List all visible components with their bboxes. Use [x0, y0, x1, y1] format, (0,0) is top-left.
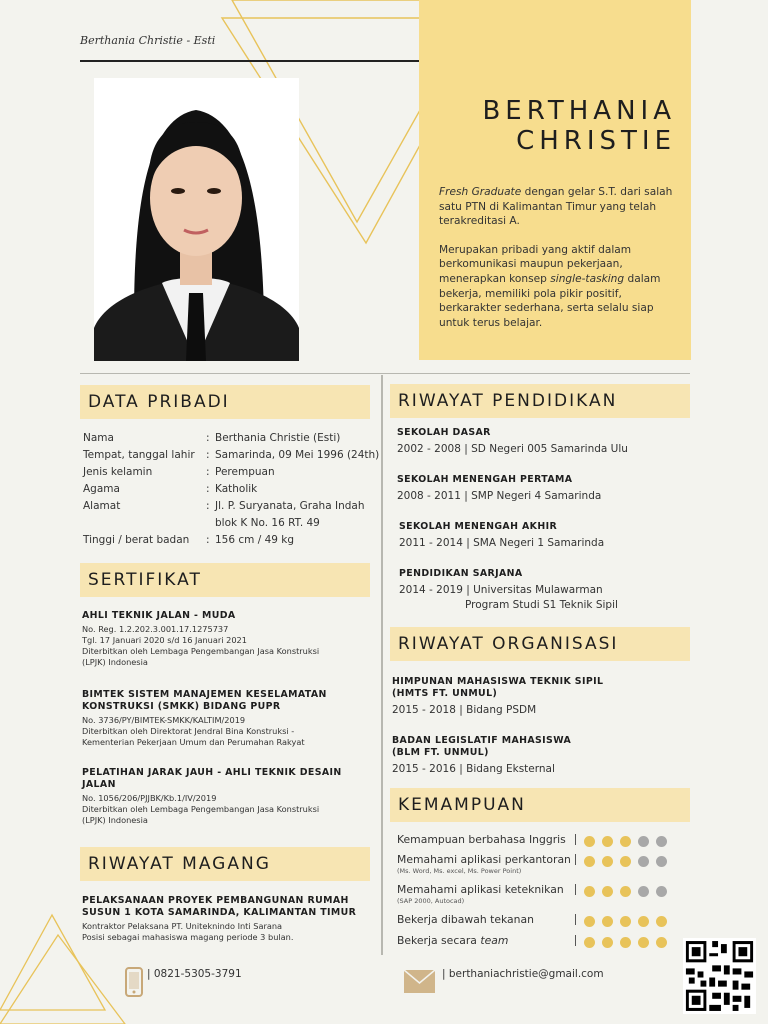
full-name: [420, 96, 676, 156]
email-address[interactable]: | berthaniachristie@gmail.com: [442, 968, 604, 980]
name-line-2: CHRISTIE: [516, 126, 676, 156]
certificate-details: No. Reg. 1.2.202.3.001.17.1275737 Tgl. 17 Januari 2020 s/d 16 Januari 2021 Diterbitkan oleh Lembaga Pengembangan Jasa Konstruksi (LPJK) Indonesia: [82, 624, 320, 667]
skill-rating-dot: [620, 916, 631, 927]
skill-item: [397, 934, 677, 947]
skill-item: [397, 853, 677, 875]
summary-text-2b: dalam bekerja, memiliki pola pikir positif, berkarakter sederhana, serta selalu siap untuk terus belajar.: [439, 272, 661, 329]
phone-number[interactable]: | 0821-5305-3791: [147, 968, 242, 980]
section-divider: [80, 373, 690, 374]
skill-rating-dot: [638, 916, 649, 927]
skill-rating: [584, 937, 667, 948]
envelope-icon: [404, 970, 435, 993]
skill-rating-dot: [638, 886, 649, 897]
skill-item: [397, 913, 677, 926]
qr-code[interactable]: [683, 938, 756, 1014]
personal-key: Agama: [83, 483, 120, 495]
skill-name: Memahami aplikasi perkantoran: [397, 853, 571, 866]
education-item: [399, 568, 689, 613]
skill-rating-dot: [638, 937, 649, 948]
header-short-name: Berthania Christie - Esti: [80, 34, 216, 47]
personal-key: Jenis kelamin: [83, 466, 153, 478]
section-title-data-pribadi: DATA PRIBADI: [80, 385, 370, 419]
personal-value-line2: blok K No. 16 RT. 49: [215, 517, 320, 529]
skill-rating-dot: [620, 856, 631, 867]
column-divider: [381, 375, 383, 955]
certificate-title: AHLI TEKNIK JALAN - MUDA: [82, 610, 236, 621]
certificate-item: [82, 767, 372, 826]
skill-rating: [584, 856, 667, 867]
skill-rating-dot: [602, 886, 613, 897]
organization-item: [392, 735, 682, 777]
education-level: PENDIDIKAN SARJANA: [399, 568, 523, 579]
personal-value: Samarinda, 09 Mei 1996 (24th): [215, 449, 380, 461]
skill-rating: [584, 836, 667, 847]
skill-rating-dot: [584, 886, 595, 897]
skill-rating-dot: [602, 856, 613, 867]
organization-detail: 2015 - 2016 | Bidang Eksternal: [392, 763, 555, 775]
personal-value: Perempuan: [215, 466, 275, 478]
skill-item: [397, 833, 677, 846]
personal-value: 156 cm / 49 kg: [215, 534, 295, 546]
organization-name: BADAN LEGISLATIF MAHASISWA (BLM FT. UNMUL): [392, 735, 572, 758]
skill-rating-dot: [656, 916, 667, 927]
section-title-magang: RIWAYAT MAGANG: [80, 847, 370, 881]
personal-value: Jl. P. Suryanata, Graha Indah: [215, 500, 365, 512]
certificate-item: [82, 610, 372, 668]
personal-key: Nama: [83, 432, 114, 444]
skill-subtitle: (SAP 2000, Autocad): [397, 897, 465, 905]
profile-photo: [94, 78, 299, 361]
personal-key: Alamat: [83, 500, 121, 512]
skill-rating-dot: [656, 886, 667, 897]
organization-item: [392, 676, 682, 718]
phone-icon: [125, 967, 143, 997]
internship-details: Kontraktor Pelaksana PT. Uniteknindo Inti Sarana Posisi sebagai mahasiswa magang periode 3 bulan.: [82, 921, 294, 942]
skill-rating-dot: [620, 886, 631, 897]
skill-rating: [584, 916, 667, 927]
personal-key: Tempat, tanggal lahir: [83, 449, 195, 461]
skill-name: Kemampuan berbahasa Inggris: [397, 833, 566, 846]
skill-rating-dot: [656, 836, 667, 847]
skill-rating-dot: [638, 836, 649, 847]
certificate-details: No. 1056/206/PJJBK/Kb.1/IV/2019 Diterbitkan oleh Lembaga Pengembangan Jasa Konstruksi (LPJK) Indonesia: [82, 793, 320, 825]
certificate-details: No. 3736/PY/BIMTEK-SMKK/KALTIM/2019 Diterbitkan oleh Direktorat Jendral Bina Konstruksi - Kementerian Pekerjaan Umum dan Perumahan Rakyat: [82, 715, 305, 747]
skill-rating-dot: [584, 856, 595, 867]
skill-item: [397, 883, 677, 905]
internship-item: [82, 895, 372, 943]
section-title-sertifikat: SERTIFIKAT: [80, 563, 370, 597]
education-item: [397, 427, 687, 457]
summary-paragraph-2: [439, 243, 677, 331]
education-detail-line2: Program Studi S1 Teknik Sipil: [465, 599, 618, 611]
organization-name: HIMPUNAN MAHASISWA TEKNIK SIPIL (HMTS FT. UNMUL): [392, 676, 604, 699]
skill-rating-dot: [638, 856, 649, 867]
skill-name: Bekerja secara team: [397, 934, 509, 947]
skill-rating: [584, 886, 667, 897]
skill-rating-dot: [602, 937, 613, 948]
skill-subtitle: (Ms. Word, Ms. excel, Ms. Power Point): [397, 867, 522, 875]
summary-paragraph-1: [439, 185, 677, 229]
skill-rating-dot: [656, 937, 667, 948]
skill-rating-dot: [584, 937, 595, 948]
summary-text-2a: Merupakan pribadi yang aktif dalam berkomunikasi maupun pekerjaan, menerapkan konsep: [439, 243, 632, 285]
education-detail: 2008 - 2011 | SMP Negeri 4 Samarinda: [397, 490, 602, 502]
skill-name: Memahami aplikasi keteknikan: [397, 883, 564, 896]
summary-text-1: dengan gelar S.T. dari salah satu PTN di Kalimantan Timur yang telah terakreditasi A.: [439, 186, 673, 228]
education-detail: 2002 - 2008 | SD Negeri 005 Samarinda Ulu: [397, 443, 628, 455]
skill-rating-dot: [620, 937, 631, 948]
certificate-title: BIMTEK SISTEM MANAJEMEN KESELAMATAN KONSTRUKSI (SMKK) BIDANG PUPR: [82, 689, 327, 712]
certificate-item: [82, 689, 372, 748]
education-level: SEKOLAH MENENGAH PERTAMA: [397, 474, 573, 485]
skill-rating-dot: [584, 916, 595, 927]
skill-rating-dot: [656, 856, 667, 867]
section-title-kemampuan: KEMAMPUAN: [390, 788, 690, 822]
skill-rating-dot: [620, 836, 631, 847]
section-title-organisasi: RIWAYAT ORGANISASI: [390, 627, 690, 661]
skill-name: Bekerja dibawah tekanan: [397, 913, 534, 926]
summary-italic-1: Fresh Graduate: [439, 186, 522, 198]
organization-detail: 2015 - 2018 | Bidang PSDM: [392, 704, 537, 716]
section-title-pendidikan: RIWAYAT PENDIDIKAN: [390, 384, 690, 418]
skill-rating-dot: [584, 836, 595, 847]
education-detail: 2011 - 2014 | SMA Negeri 1 Samarinda: [399, 537, 605, 549]
personal-value: Berthania Christie (Esti): [215, 432, 341, 444]
education-level: SEKOLAH DASAR: [397, 427, 491, 438]
personal-key: Tinggi / berat badan: [83, 534, 190, 546]
education-detail: 2014 - 2019 | Universitas Mulawarman: [399, 584, 603, 596]
name-line-1: BERTHANIA: [482, 96, 676, 126]
skill-rating-dot: [602, 916, 613, 927]
internship-title: PELAKSANAAN PROYEK PEMBANGUNAN RUMAH SUSUN 1 KOTA SAMARINDA, KALIMANTAN TIMUR: [82, 895, 357, 918]
education-item: [399, 521, 689, 551]
header-divider: [80, 60, 420, 62]
summary-italic-2: single-tasking: [550, 272, 625, 285]
certificate-title: PELATIHAN JARAK JAUH - AHLI TEKNIK DESAIN JALAN: [82, 767, 342, 790]
profile-summary: [439, 185, 677, 330]
education-level: SEKOLAH MENENGAH AKHIR: [399, 521, 558, 532]
personal-value: Katholik: [215, 483, 258, 495]
education-item: [397, 474, 687, 504]
skill-rating-dot: [602, 836, 613, 847]
